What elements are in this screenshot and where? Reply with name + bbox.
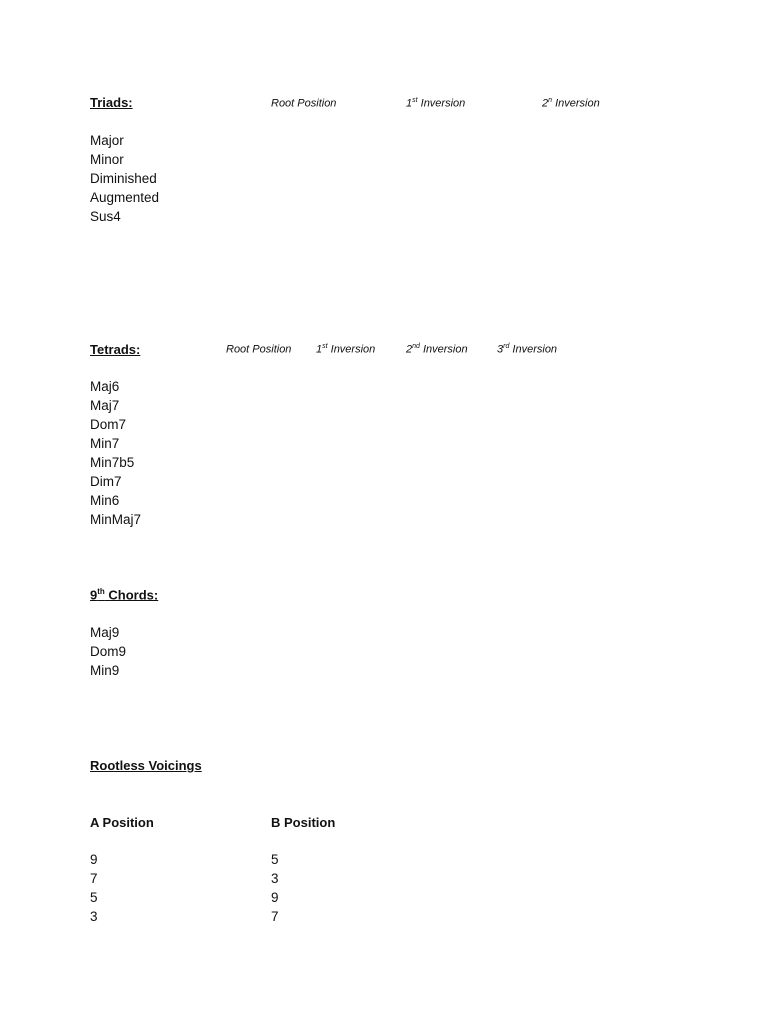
- list-item: Dim7: [90, 474, 122, 489]
- list-item: 3: [271, 871, 279, 886]
- list-item: 3: [90, 909, 98, 924]
- list-item: 7: [90, 871, 98, 886]
- a-position-list: [90, 850, 98, 926]
- list-item: Minor: [90, 152, 124, 167]
- list-item: 9: [271, 890, 279, 905]
- tetrads-col-inv3: 3rd Inversion: [497, 343, 558, 356]
- tetrads-col-inv2: 2nd Inversion: [406, 343, 468, 356]
- list-item: Min7b5: [90, 455, 135, 470]
- list-item: Augmented: [90, 190, 160, 205]
- list-item: Min7: [90, 436, 120, 451]
- list-item: 9: [90, 852, 98, 867]
- list-item: 5: [90, 890, 98, 905]
- tetrads-list: [90, 377, 141, 529]
- list-item: 7: [271, 909, 279, 924]
- tetrads-col-inv1: 1st Inversion: [316, 343, 376, 356]
- ninth-chords-heading: 9th Chords:: [90, 587, 159, 603]
- list-item: MinMaj7: [90, 512, 142, 527]
- list-item: Maj7: [90, 398, 120, 413]
- list-item: Min6: [90, 493, 120, 508]
- rootless-heading: Rootless Voicings: [90, 758, 202, 773]
- b-position-list: [271, 850, 279, 926]
- list-item: Dom7: [90, 417, 127, 432]
- triads-heading: Triads:: [90, 95, 133, 110]
- list-item: Maj9: [90, 625, 120, 640]
- list-item: Dom9: [90, 644, 127, 659]
- list-item: Sus4: [90, 209, 121, 224]
- list-item: Diminished: [90, 171, 157, 186]
- triads-col-inv1: 1st Inversion: [406, 97, 466, 110]
- list-item: 5: [271, 852, 279, 867]
- b-position-label: B Position: [271, 815, 336, 830]
- tetrads-heading: Tetrads:: [90, 342, 141, 357]
- list-item: Major: [90, 133, 124, 148]
- list-item: Min9: [90, 663, 120, 678]
- triads-list: [90, 131, 159, 226]
- a-position-label: A Position: [90, 815, 154, 830]
- triads-col-inv2: 2$^n$ Inversion: [542, 97, 600, 110]
- triads-col-root: Root Position: [271, 97, 337, 110]
- tetrads-col-root: Root Position: [226, 343, 292, 356]
- list-item: Maj6: [90, 379, 120, 394]
- ninth-chords-list: [90, 623, 126, 680]
